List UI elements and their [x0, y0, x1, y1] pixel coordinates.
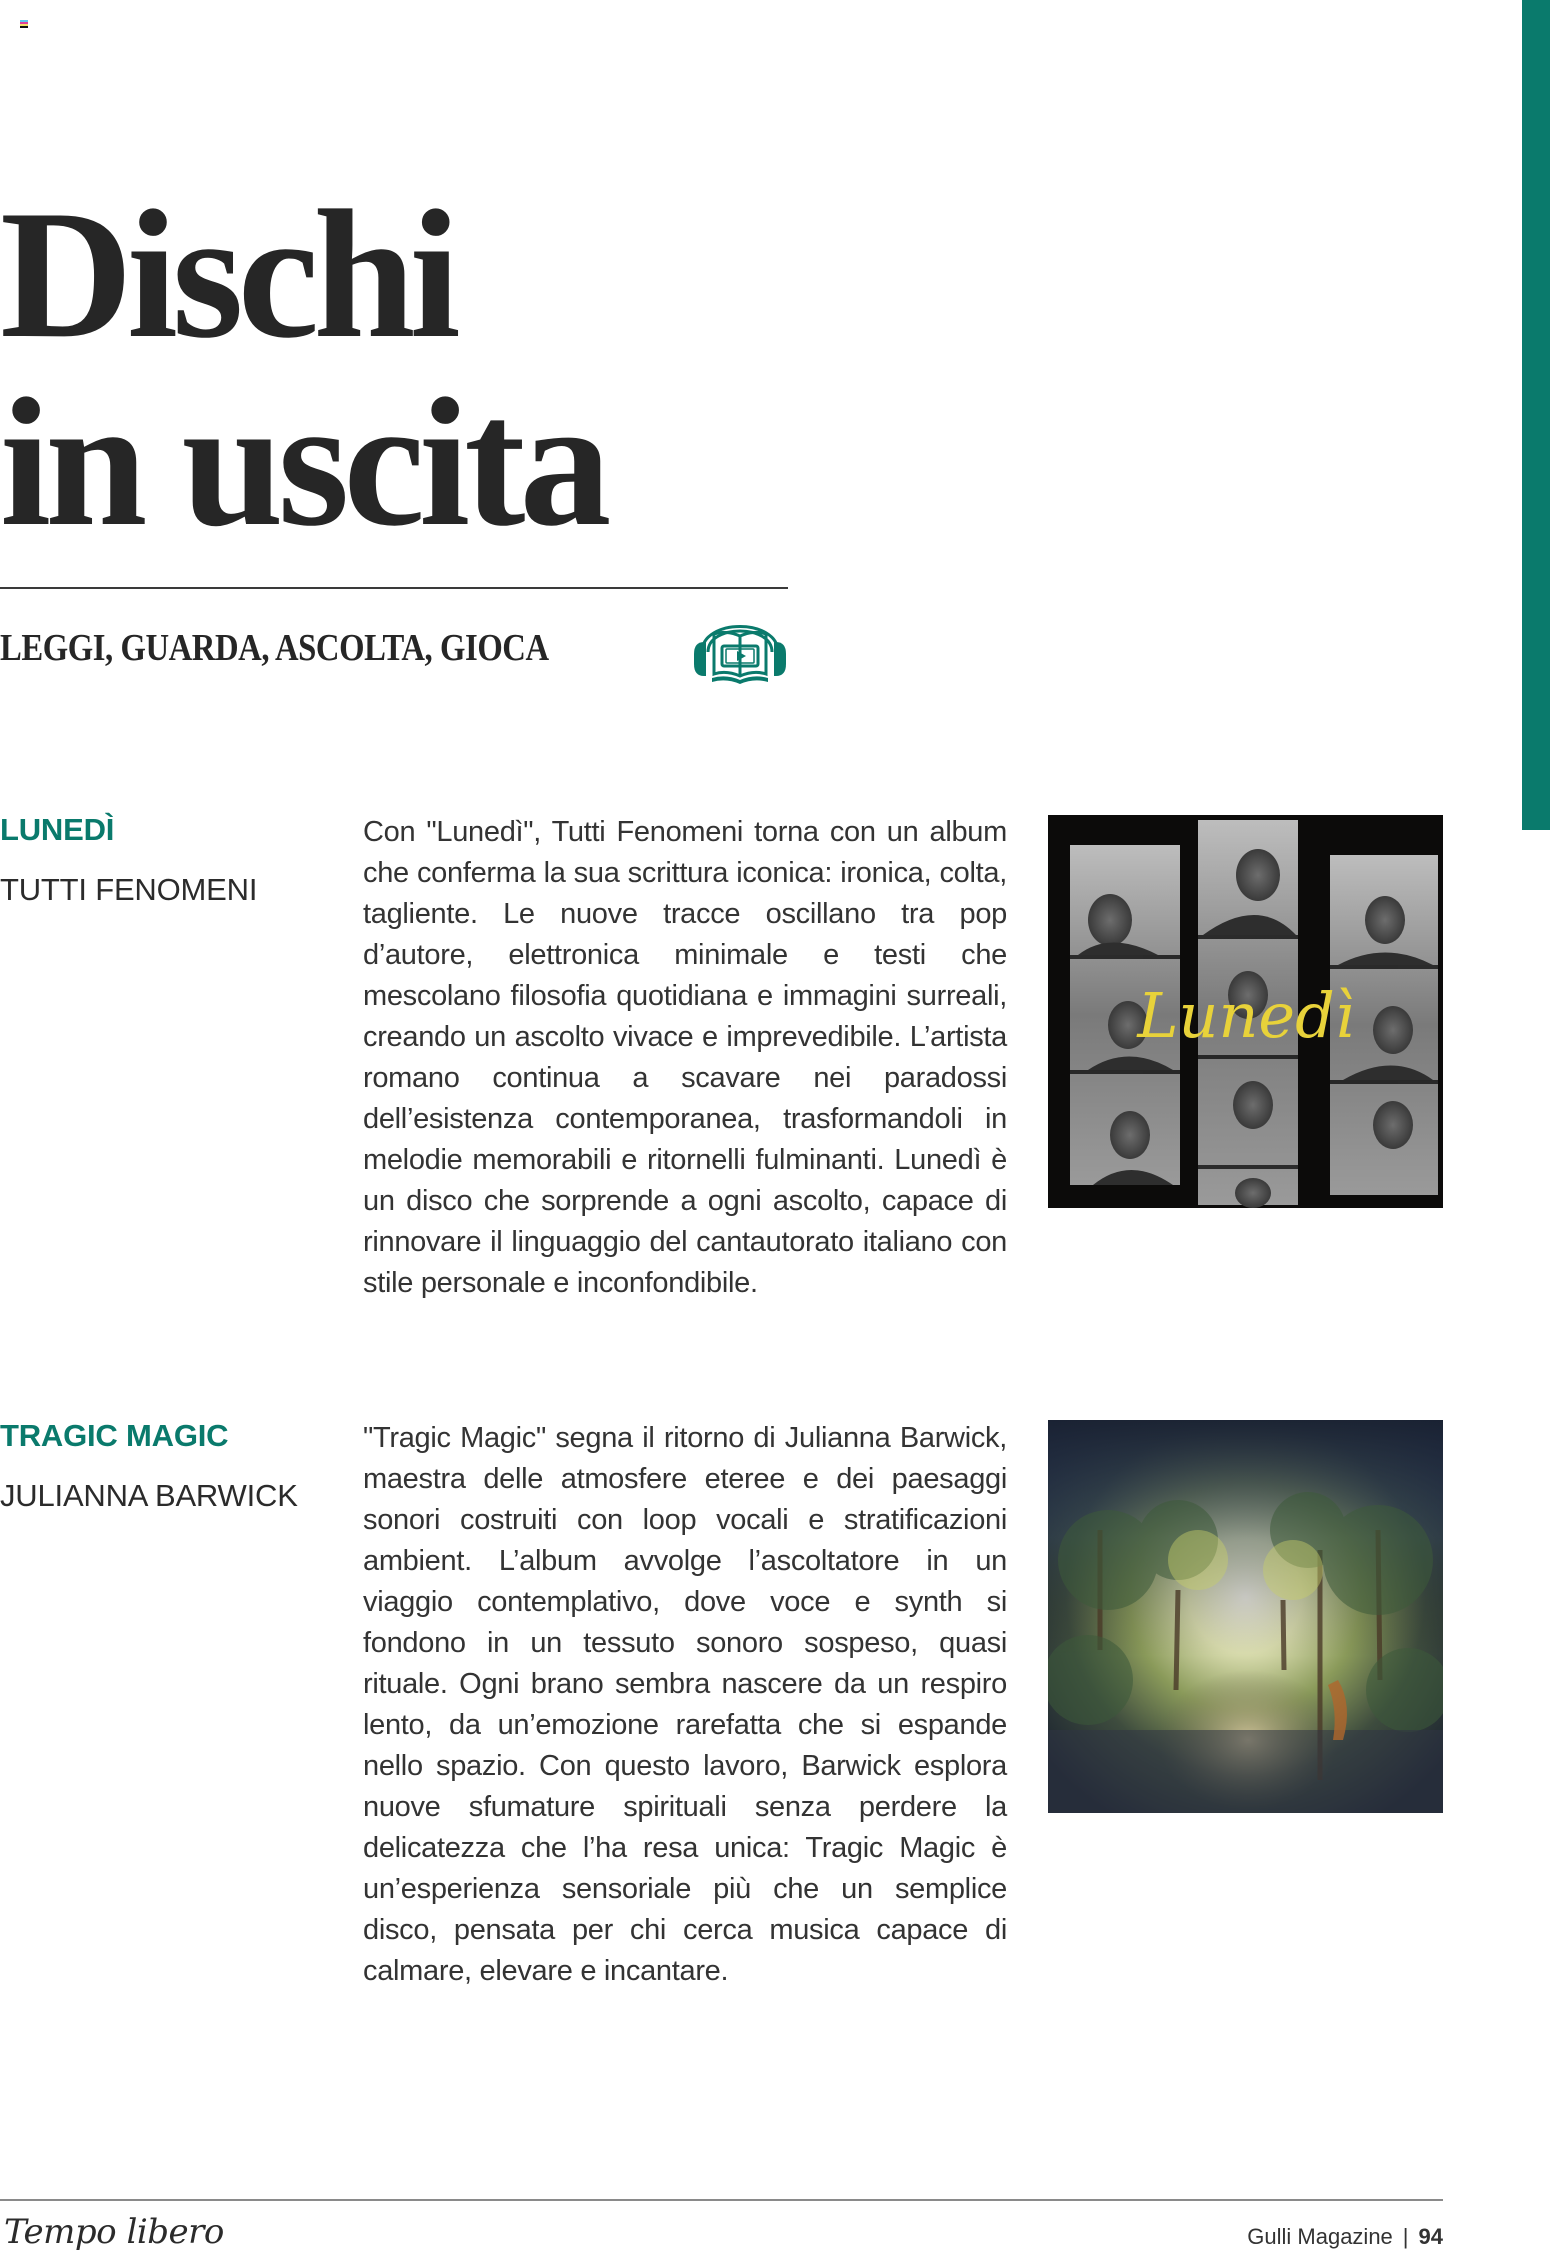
- review-1-title: LUNEDÌ: [0, 812, 115, 847]
- page-title: [0, 172, 606, 564]
- publication-name: Gulli Magazine: [1247, 2224, 1393, 2249]
- album-cover-lunedi-art: [1048, 815, 1443, 1208]
- footer-section-name: Tempo libero: [4, 2212, 224, 2252]
- page-title-line-2: in uscita: [0, 360, 606, 564]
- review-1-album-cover: [1048, 815, 1443, 1208]
- review-2-album-cover: [1048, 1420, 1443, 1813]
- svg-text:Lunedì: Lunedì: [1137, 979, 1355, 1052]
- footer-divider: [0, 2199, 1443, 2201]
- review-2-artist: JULIANNA BARWICK: [0, 1478, 298, 1513]
- footer-separator: |: [1402, 2224, 1409, 2249]
- review-2-body: "Tragic Magic" segna il ritorno di Julianna Barwick, maestra delle atmosfere eteree e dei paesaggi sonori costruiti con loop vocali e stratificazioni ambient. L’album avvolge l’ascoltatore in un viaggio contemplativo, dove voce e synth si fondono in un tessuto sonoro sospeso, quasi rituale. Ogni brano sembra nascere da un respiro lento, da un’emozione rarefatta che si espande nello spazio. Con questo lavoro, Barwick esplora nuove sfumature spirituali senza perdere la delicatezza che l’ha resa unica: Tragic Magic è un’esperienza sensoriale più che un semplice disco, pensata per chi cerca musica capace di calmare, elevare e incantare.: [363, 1422, 1007, 1987]
- page-number: 94: [1418, 2224, 1443, 2249]
- print-registration-mark: [20, 20, 28, 28]
- accent-side-bar: [1522, 0, 1550, 830]
- album-cover-tragic-magic-art: [1048, 1420, 1443, 1813]
- review-1-body: Con "Lunedì", Tutti Fenomeni torna con un album che conferma la sua scrittura iconica: ironica, colta, tagliente. Le nuove tracce oscillano tra pop d’autore, elettronica minimale e testi che mescolano filosofia quotidiana e immagini surreali, creando un ascolto vivace e imprevedibile. L’artista romano continua a scavare nei paradossi dell’esistenza contemporanea, trasformandoli in melodie memorabili e ritornelli fulminanti. Lunedì è un disco che sorprende a ogni ascolto, capace di rinnovare il linguaggio del cantautorato italiano con stile personale e inconfondibile.: [363, 816, 1007, 1299]
- review-2-title: TRAGIC MAGIC: [0, 1418, 229, 1453]
- review-1-artist: TUTTI FENOMENI: [0, 872, 258, 907]
- headphones-book-play-icon: [688, 604, 792, 686]
- section-subtitle: LEGGI, GUARDA, ASCOLTA, GIOCA: [0, 627, 549, 669]
- title-divider: [0, 587, 788, 589]
- footer-publication-info: [1247, 2224, 1443, 2250]
- page-title-line-1: Dischi: [0, 172, 455, 376]
